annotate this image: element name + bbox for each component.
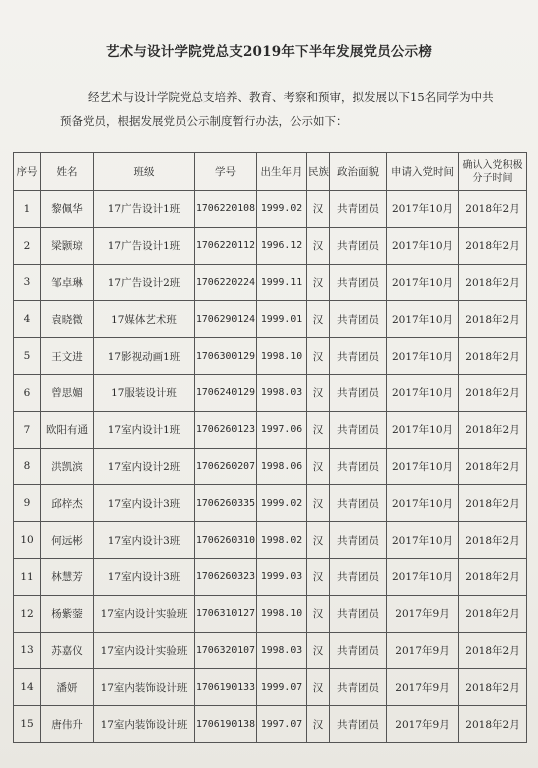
table-row [14,632,527,669]
cell-ethnicity: 汉 [307,301,330,338]
cell-student-id: 1706220112 [195,227,257,264]
header-index: 序号 [14,153,41,191]
cell-activist-date: 2018年2月 [459,301,527,338]
cell-name: 杨紫蓥 [41,595,94,632]
cell-birth: 1998.10 [257,338,307,375]
cell-activist-date: 2018年2月 [459,227,527,264]
cell-student-id: 1706290124 [195,301,257,338]
cell-ethnicity: 汉 [307,522,330,559]
cell-activist-date: 2018年2月 [459,595,527,632]
cell-student-id: 1706260207 [195,448,257,485]
cell-application-date: 2017年10月 [387,411,459,448]
cell-ethnicity: 汉 [307,191,330,228]
cell-index: 3 [14,264,41,301]
table-row [14,522,527,559]
table-row [14,301,527,338]
cell-ethnicity: 汉 [307,632,330,669]
cell-political-status: 共青团员 [330,669,387,706]
table-row [14,374,527,411]
cell-activist-date: 2018年2月 [459,411,527,448]
cell-birth: 1997.07 [257,706,307,743]
cell-birth: 1998.02 [257,522,307,559]
cell-application-date: 2017年9月 [387,632,459,669]
cell-application-date: 2017年9月 [387,706,459,743]
cell-activist-date: 2018年2月 [459,448,527,485]
cell-political-status: 共青团员 [330,338,387,375]
cell-name: 黎佩华 [41,191,94,228]
cell-student-id: 1706220108 [195,191,257,228]
cell-ethnicity: 汉 [307,558,330,595]
cell-political-status: 共青团员 [330,191,387,228]
header-student-id: 学号 [195,153,257,191]
cell-political-status: 共青团员 [330,522,387,559]
cell-class: 17室内设计3班 [94,558,195,595]
cell-index: 10 [14,522,41,559]
cell-activist-date: 2018年2月 [459,632,527,669]
cell-application-date: 2017年10月 [387,301,459,338]
header-application-date: 申请入党时间 [387,153,459,191]
cell-class: 17室内设计3班 [94,485,195,522]
cell-class: 17影视动画1班 [94,338,195,375]
cell-student-id: 1706190133 [195,669,257,706]
table-row [14,411,527,448]
cell-birth: 1999.02 [257,191,307,228]
candidate-table [13,152,527,743]
cell-class: 17广告设计1班 [94,227,195,264]
cell-birth: 1998.03 [257,374,307,411]
cell-birth: 1999.07 [257,669,307,706]
cell-activist-date: 2018年2月 [459,374,527,411]
cell-name: 梁颢琼 [41,227,94,264]
cell-student-id: 1706320107 [195,632,257,669]
cell-class: 17室内设计实验班 [94,595,195,632]
cell-political-status: 共青团员 [330,411,387,448]
document-title: 艺术与设计学院党总支2019年下半年发展党员公示榜 [105,44,433,60]
cell-index: 9 [14,485,41,522]
cell-political-status: 共青团员 [330,448,387,485]
cell-student-id: 1706260123 [195,411,257,448]
cell-application-date: 2017年10月 [387,338,459,375]
cell-application-date: 2017年10月 [387,264,459,301]
cell-index: 1 [14,191,41,228]
table-row [14,264,527,301]
cell-class: 17广告设计1班 [94,191,195,228]
cell-application-date: 2017年10月 [387,485,459,522]
cell-student-id: 1706190138 [195,706,257,743]
cell-class: 17室内装饰设计班 [94,706,195,743]
cell-name: 欧阳有通 [41,411,94,448]
header-political-status: 政治面貌 [330,153,387,191]
cell-class: 17室内设计1班 [94,411,195,448]
cell-ethnicity: 汉 [307,448,330,485]
cell-student-id: 1706310127 [195,595,257,632]
cell-activist-date: 2018年2月 [459,706,527,743]
header-birth: 出生年月 [257,153,307,191]
cell-index: 6 [14,374,41,411]
cell-ethnicity: 汉 [307,264,330,301]
cell-ethnicity: 汉 [307,706,330,743]
cell-name: 潘妍 [41,669,94,706]
cell-application-date: 2017年10月 [387,558,459,595]
cell-political-status: 共青团员 [330,264,387,301]
cell-birth: 1999.11 [257,264,307,301]
cell-birth: 1996.12 [257,227,307,264]
cell-class: 17广告设计2班 [94,264,195,301]
intro-line-1: 经艺术与设计学院党总支培养、教育、考察和预审，拟发展以下15名同学为中共 [88,90,494,104]
cell-name: 袁晓微 [41,301,94,338]
cell-political-status: 共青团员 [330,374,387,411]
cell-application-date: 2017年10月 [387,191,459,228]
cell-index: 14 [14,669,41,706]
cell-ethnicity: 汉 [307,411,330,448]
intro-paragraph [60,85,508,133]
cell-name: 邱梓杰 [41,485,94,522]
cell-index: 2 [14,227,41,264]
cell-name: 王文进 [41,338,94,375]
cell-name: 唐伟升 [41,706,94,743]
header-name: 姓名 [41,153,94,191]
cell-class: 17室内设计3班 [94,522,195,559]
cell-name: 何远彬 [41,522,94,559]
cell-class: 17媒体艺术班 [94,301,195,338]
cell-name: 洪凯滨 [41,448,94,485]
cell-index: 8 [14,448,41,485]
table-row [14,706,527,743]
cell-birth: 1998.10 [257,595,307,632]
cell-name: 苏嘉仪 [41,632,94,669]
cell-index: 7 [14,411,41,448]
cell-activist-date: 2018年2月 [459,669,527,706]
cell-application-date: 2017年9月 [387,669,459,706]
cell-birth: 1999.02 [257,485,307,522]
cell-ethnicity: 汉 [307,338,330,375]
cell-application-date: 2017年10月 [387,374,459,411]
table-header-row [14,153,527,191]
header-activist-date: 确认入党积极分子时间 [459,153,527,191]
cell-student-id: 1706260335 [195,485,257,522]
cell-index: 15 [14,706,41,743]
cell-ethnicity: 汉 [307,669,330,706]
cell-application-date: 2017年10月 [387,522,459,559]
cell-political-status: 共青团员 [330,227,387,264]
table-row [14,227,527,264]
cell-index: 12 [14,595,41,632]
cell-application-date: 2017年10月 [387,448,459,485]
cell-activist-date: 2018年2月 [459,558,527,595]
cell-activist-date: 2018年2月 [459,485,527,522]
cell-class: 17室内设计2班 [94,448,195,485]
table-row [14,191,527,228]
cell-application-date: 2017年9月 [387,595,459,632]
table-row [14,595,527,632]
cell-application-date: 2017年10月 [387,227,459,264]
cell-political-status: 共青团员 [330,301,387,338]
table-row [14,558,527,595]
intro-line-2: 预备党员，根据发展党员公示制度暂行办法，公示如下： [60,114,348,128]
cell-student-id: 1706300129 [195,338,257,375]
cell-political-status: 共青团员 [330,558,387,595]
header-ethnicity: 民族 [307,153,330,191]
cell-activist-date: 2018年2月 [459,191,527,228]
cell-birth: 1999.03 [257,558,307,595]
table-body [14,191,527,743]
table-row [14,338,527,375]
cell-index: 13 [14,632,41,669]
cell-class: 17室内装饰设计班 [94,669,195,706]
cell-student-id: 1706240129 [195,374,257,411]
table-row [14,669,527,706]
header-class: 班级 [94,153,195,191]
cell-student-id: 1706220224 [195,264,257,301]
cell-political-status: 共青团员 [330,595,387,632]
cell-name: 林慧芳 [41,558,94,595]
cell-name: 曾思媚 [41,374,94,411]
cell-ethnicity: 汉 [307,595,330,632]
cell-index: 11 [14,558,41,595]
table-row [14,485,527,522]
cell-index: 4 [14,301,41,338]
cell-student-id: 1706260310 [195,522,257,559]
cell-birth: 1998.06 [257,448,307,485]
cell-political-status: 共青团员 [330,485,387,522]
cell-birth: 1998.03 [257,632,307,669]
cell-class: 17服装设计班 [94,374,195,411]
cell-birth: 1997.06 [257,411,307,448]
cell-class: 17室内设计实验班 [94,632,195,669]
cell-student-id: 1706260323 [195,558,257,595]
cell-activist-date: 2018年2月 [459,522,527,559]
cell-political-status: 共青团员 [330,632,387,669]
cell-ethnicity: 汉 [307,374,330,411]
cell-activist-date: 2018年2月 [459,338,527,375]
cell-political-status: 共青团员 [330,706,387,743]
cell-birth: 1999.01 [257,301,307,338]
cell-activist-date: 2018年2月 [459,264,527,301]
cell-name: 邹卓琳 [41,264,94,301]
table-row [14,448,527,485]
cell-index: 5 [14,338,41,375]
cell-ethnicity: 汉 [307,485,330,522]
cell-ethnicity: 汉 [307,227,330,264]
